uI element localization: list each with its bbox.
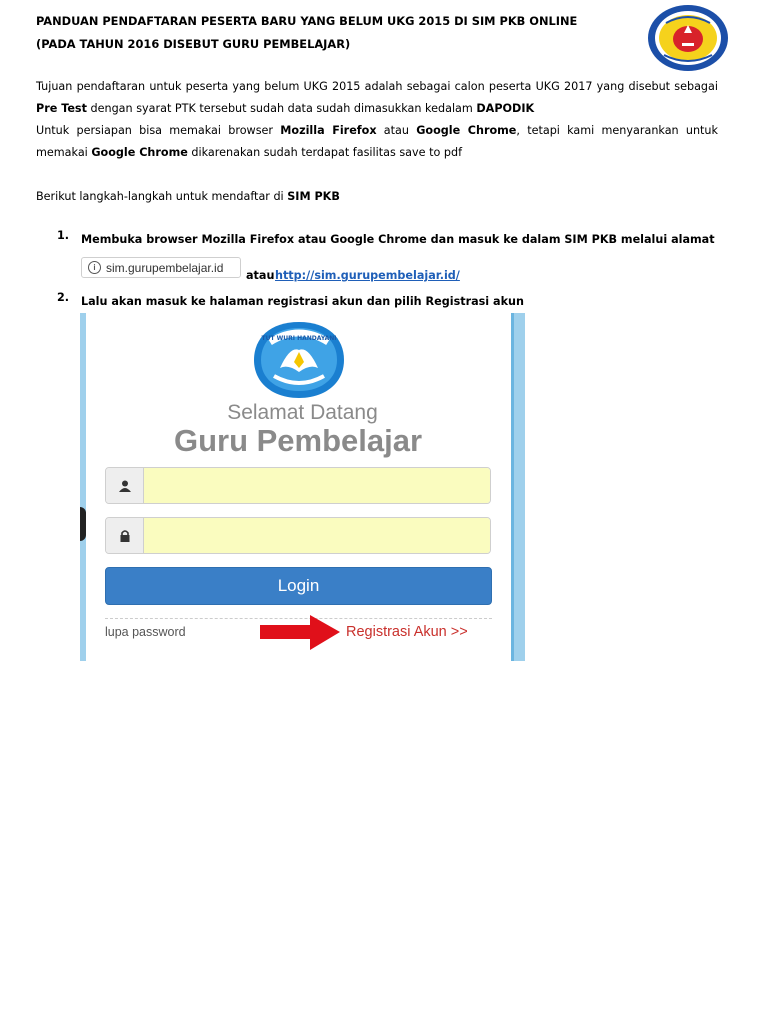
info-icon: i [88, 261, 101, 274]
brand-title: Guru Pembelajar [173, 423, 423, 458]
user-icon [106, 468, 144, 503]
intro-paragraph-2: Untuk persiapan bisa memakai browser Mozilla Firefox atau Google Chrome, tetapi kami menyarankan untuk memakai Google Chrome dikarenakan sudah terdapat fasilitas save to pdf [36, 124, 719, 160]
welcome-text: Selamat Datang [227, 401, 378, 424]
emblem-motto: TUT WURI HANDAYANI [261, 335, 337, 342]
forgot-password-link[interactable]: lupa password [105, 625, 186, 639]
page-title: PANDUAN PENDAFTARAN PESERTA BARU YANG BELUM UKG 2015 DI SIM PKB ONLINE [36, 14, 578, 28]
screenshot-right-scrollbar [511, 313, 525, 661]
intro-paragraph-3: Berikut langkah-langkah untuk mendaftar di SIM PKB [36, 190, 340, 203]
password-input[interactable] [144, 518, 490, 553]
address-bar-image [81, 257, 241, 278]
tut-wuri-handayani-emblem [250, 320, 348, 400]
step-1-or: atau [246, 269, 275, 282]
username-field [105, 467, 491, 504]
screenshot-left-border [80, 313, 86, 661]
page-subtitle: (PADA TAHUN 2016 DISEBUT GURU PEMBELAJAR) [36, 37, 351, 51]
organization-logo [646, 3, 730, 73]
step-1-text: Membuka browser Mozilla Firefox atau Google Chrome dan masuk ke dalam SIM PKB melalui alamat [81, 233, 715, 246]
intro-paragraph-1: Tujuan pendaftaran untuk peserta yang belum UKG 2015 adalah sebagai calon peserta UKG 2017 yang disebut sebagai Pre Test dengan syarat PTK tersebut sudah data sudah dimasukkan kedalam DAPODIK [36, 80, 718, 116]
side-tab [80, 507, 86, 541]
step-2-number: 2. [57, 291, 70, 304]
username-input[interactable] [144, 468, 490, 503]
sim-pkb-link[interactable]: http://sim.gurupembelajar.id/ [275, 269, 460, 282]
step-2-text: Lalu akan masuk ke halaman registrasi akun dan pilih Registrasi akun [81, 295, 524, 308]
password-field [105, 517, 491, 554]
login-page-screenshot [80, 313, 525, 661]
step-1-number: 1. [57, 229, 70, 242]
login-button[interactable]: Login [105, 567, 492, 605]
address-bar-url: sim.gurupembelajar.id [106, 260, 224, 275]
register-account-link[interactable]: Registrasi Akun >> [346, 624, 468, 640]
red-arrow-icon [258, 613, 342, 653]
lock-icon [106, 518, 144, 553]
